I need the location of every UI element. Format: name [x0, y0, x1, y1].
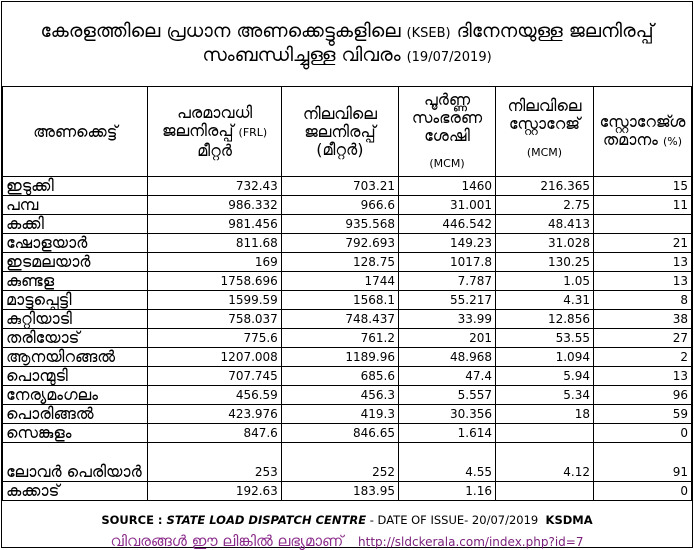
title-line-1 [2, 20, 692, 42]
storage-cell: 48.413 [495, 215, 593, 234]
dam-table [2, 86, 692, 501]
table-row [3, 215, 692, 234]
percent-cell: 13 [593, 367, 691, 386]
table-row [3, 272, 692, 291]
capacity-cell: 30.356 [399, 405, 496, 424]
level-cell: 456.3 [281, 386, 398, 405]
frl-cell: 981.456 [148, 215, 281, 234]
level-cell: 792.693 [281, 234, 398, 253]
table-row [3, 405, 692, 424]
percent-cell: 91 [593, 443, 691, 482]
percent-cell: 96 [593, 386, 691, 405]
storage-cell: 31.028 [495, 234, 593, 253]
dam-name-cell: കക്കി [3, 215, 148, 234]
col-percent: സ്റ്റോറേജ്ശ തമാനം (%) [593, 87, 691, 177]
dam-name-cell: തരിയോട് [3, 329, 148, 348]
dam-name-cell: നേര്യമംഗലം [3, 386, 148, 405]
footer-text: വിവരങ്ങൾ ഈ ലിങ്കിൽ ലഭ്യമാണ് [110, 532, 344, 550]
capacity-cell: 55.217 [399, 291, 496, 310]
dam-name-cell: കുറ്റിയാടി [3, 310, 148, 329]
table-row [3, 386, 692, 405]
capacity-cell: 7.787 [399, 272, 496, 291]
title-rest: ദിനേനയുള്ള ജലനിരപ്പ് [456, 20, 654, 42]
percent-cell [593, 215, 691, 234]
frl-cell: 1758.696 [148, 272, 281, 291]
storage-cell: 18 [495, 405, 593, 424]
storage-cell: 2.75 [495, 196, 593, 215]
percent-cell: 8 [593, 291, 691, 310]
level-cell: 703.21 [281, 177, 398, 196]
table-row [3, 234, 692, 253]
frl-cell: 1599.59 [148, 291, 281, 310]
capacity-cell: 149.23 [399, 234, 496, 253]
title-subject: സംബന്ധിച്ചുള്ള വിവരം [202, 44, 401, 66]
table-row [3, 310, 692, 329]
table-row [3, 348, 692, 367]
capacity-unit: (MCM) [429, 157, 465, 170]
storage-cell: 53.55 [495, 329, 593, 348]
dam-name-cell: കുണ്ടള [3, 272, 148, 291]
table-row [3, 291, 692, 310]
level-cell: 252 [281, 443, 398, 482]
frl-cell: 707.745 [148, 367, 281, 386]
table-row [3, 482, 692, 501]
col-frl: പരമാവധി ജലനിരപ്പ് (FRL) മീറ്റർ [148, 87, 281, 177]
frl-cell: 986.332 [148, 196, 281, 215]
col-dam: അണക്കെട്ട് [3, 87, 148, 177]
col-storage: നിലവിലെ സ്റ്റോറേജ് (MCM) [495, 87, 593, 177]
capacity-cell: 1.16 [399, 482, 496, 501]
table-row [3, 443, 692, 482]
storage-cell [495, 482, 593, 501]
percent-cell: 11 [593, 196, 691, 215]
table-row [3, 424, 692, 443]
percent-cell: 38 [593, 310, 691, 329]
level-cell: 1744 [281, 272, 398, 291]
table-row [3, 177, 692, 196]
frl-cell: 775.6 [148, 329, 281, 348]
level-cell: 846.65 [281, 424, 398, 443]
frl-cell: 732.43 [148, 177, 281, 196]
dam-name-cell: കക്കാട് [3, 482, 148, 501]
storage-cell: 5.94 [495, 367, 593, 386]
percent-cell: 2 [593, 348, 691, 367]
percent-cell: 13 [593, 272, 691, 291]
dam-name-cell: ഷോളയാർ [3, 234, 148, 253]
dam-name-cell: സെങ്കുളം [3, 424, 148, 443]
storage-cell [495, 424, 593, 443]
title-main: കേരളത്തിലെ പ്രധാന അണക്കെട്ടുകളിലെ [40, 20, 401, 42]
percent-cell: 21 [593, 234, 691, 253]
level-cell: 183.95 [281, 482, 398, 501]
storage-cell: 12.856 [495, 310, 593, 329]
level-cell: 966.6 [281, 196, 398, 215]
storage-cell: 130.25 [495, 253, 593, 272]
col-capacity: പൂർണ്ണ സംഭരണ ശേഷി (MCM) [399, 87, 496, 177]
table-row [3, 253, 692, 272]
level-cell: 761.2 [281, 329, 398, 348]
dam-name-cell: ലോവർ പെരിയാർ [3, 443, 148, 482]
level-cell: 1189.96 [281, 348, 398, 367]
capacity-cell: 1017.8 [399, 253, 496, 272]
capacity-cell: 4.55 [399, 443, 496, 482]
header-row [3, 87, 692, 177]
dam-name-cell: പൊന്മുടി [3, 367, 148, 386]
dam-levels-sheet [1, 1, 693, 548]
level-cell: 685.6 [281, 367, 398, 386]
level-cell: 128.75 [281, 253, 398, 272]
table-row [3, 196, 692, 215]
frl-cell: 423.976 [148, 405, 281, 424]
source-name: STATE LOAD DISPATCH CENTRE [166, 513, 367, 527]
title-line-2 [2, 44, 692, 66]
frl-cell: 253 [148, 443, 281, 482]
percent-cell: 0 [593, 482, 691, 501]
capacity-cell: 201 [399, 329, 496, 348]
percent-cell: 15 [593, 177, 691, 196]
dam-name-cell: ആനയിറങ്ങൽ [3, 348, 148, 367]
percent-cell: 27 [593, 329, 691, 348]
level-cell: 748.437 [281, 310, 398, 329]
capacity-cell: 1460 [399, 177, 496, 196]
footer-line [2, 532, 692, 550]
capacity-cell: 446.542 [399, 215, 496, 234]
dam-name-cell: മാട്ടുപ്പെട്ടി [3, 291, 148, 310]
storage-cell: 1.05 [495, 272, 593, 291]
frl-cell: 192.63 [148, 482, 281, 501]
percent-cell: 0 [593, 424, 691, 443]
percent-cell: 13 [593, 253, 691, 272]
capacity-cell: 31.001 [399, 196, 496, 215]
level-cell: 419.3 [281, 405, 398, 424]
storage-cell: 216.365 [495, 177, 593, 196]
capacity-cell: 5.557 [399, 386, 496, 405]
title-org: (KSEB) [406, 26, 451, 41]
level-cell: 1568.1 [281, 291, 398, 310]
source-link[interactable]: http://sldckerala.com/index.php?id=7 [358, 535, 584, 549]
storage-cell: 4.31 [495, 291, 593, 310]
storage-cell: 5.34 [495, 386, 593, 405]
dam-name-cell: പൊരിങ്ങൽ [3, 405, 148, 424]
capacity-cell: 48.968 [399, 348, 496, 367]
storage-cell: 4.12 [495, 443, 593, 482]
frl-cell: 1207.008 [148, 348, 281, 367]
col-level: നിലവിലെ ജലനിരപ്പ് (മീറ്റർ) [281, 87, 398, 177]
capacity-cell: 47.4 [399, 367, 496, 386]
capacity-cell: 1.614 [399, 424, 496, 443]
storage-cell: 1.094 [495, 348, 593, 367]
frl-cell: 811.68 [148, 234, 281, 253]
table-row [3, 329, 692, 348]
dam-name-cell: ഇടുക്കി [3, 177, 148, 196]
frl-cell: 169 [148, 253, 281, 272]
percent-cell: 59 [593, 405, 691, 424]
frl-cell: 456.59 [148, 386, 281, 405]
title-date: (19/07/2019) [406, 50, 492, 65]
source-org: KSDMA [545, 513, 593, 527]
frl-cell: 758.037 [148, 310, 281, 329]
dam-name-cell: പമ്പ [3, 196, 148, 215]
storage-unit: (MCM) [526, 146, 563, 159]
dam-name-cell: ഇടമലയാർ [3, 253, 148, 272]
frl-cell: 847.6 [148, 424, 281, 443]
table-row [3, 367, 692, 386]
capacity-cell: 33.99 [399, 310, 496, 329]
level-cell: 935.568 [281, 215, 398, 234]
source-line: SOURCE : STATE LOAD DISPATCH CENTRE - DATE OF ISSUE- 20/07/2019 KSDMA [101, 513, 593, 527]
